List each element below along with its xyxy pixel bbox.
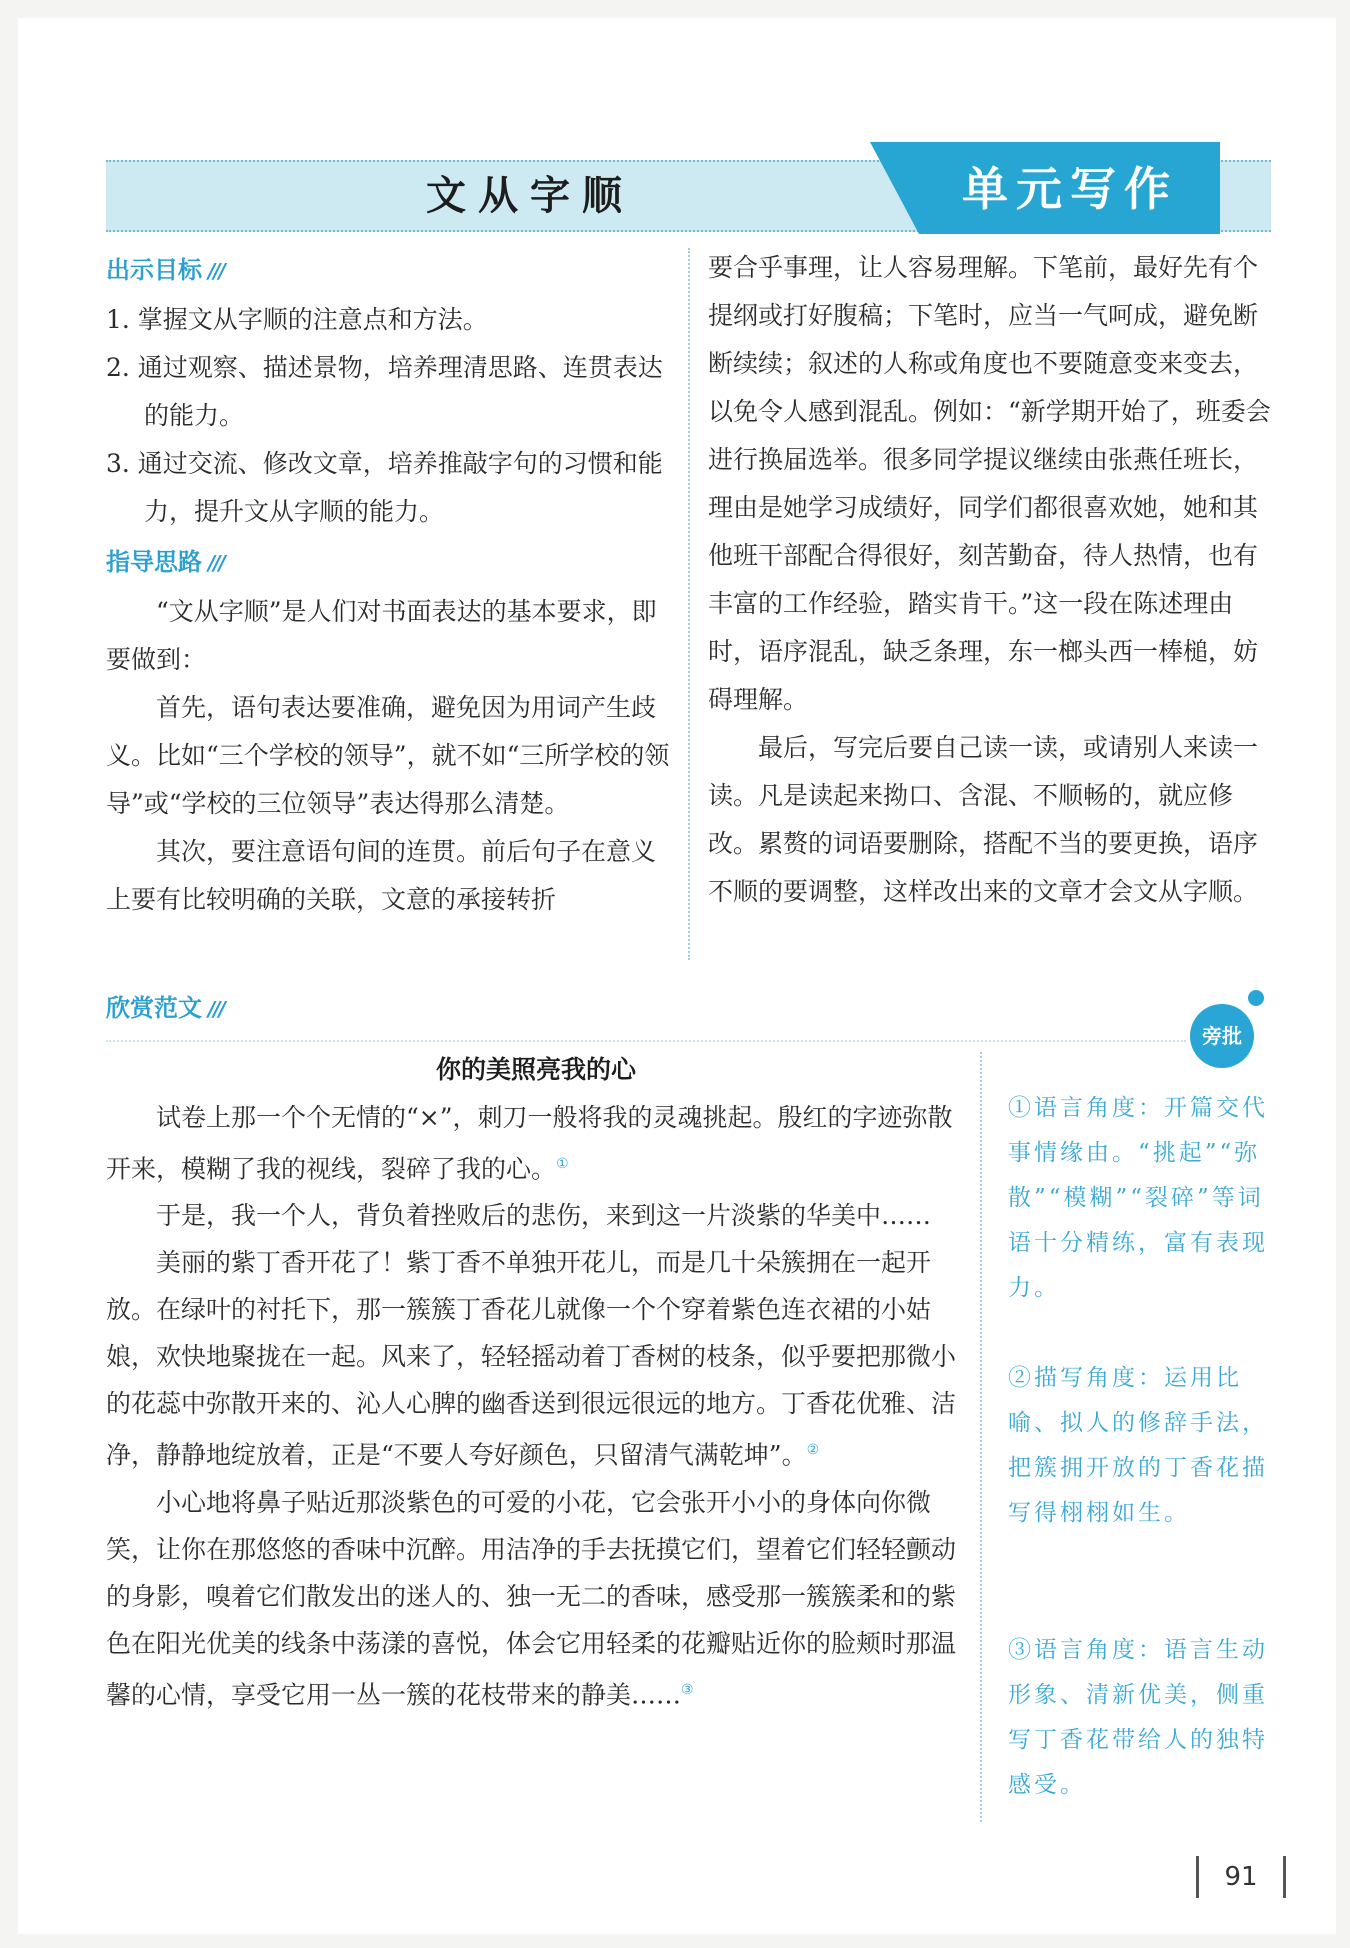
- goals-list: [106, 296, 672, 536]
- goal-item: 2. 通过观察、描述景物，培养理清思路、连贯表达的能力。: [106, 353, 663, 430]
- slash-decoration: ///: [208, 551, 224, 575]
- goals-heading: [106, 252, 224, 288]
- goal-item: 1. 掌握文从字顺的注意点和方法。: [106, 305, 488, 334]
- guide-right-column: [708, 244, 1274, 916]
- essay-text: 美丽的紫丁香开花了！紫丁香不单独开花儿，而是几十朵簇拥在一起开放。在绿叶的衬托下，那一簇簇丁香花儿就像一个个穿着紫色连衣裙的小姑娘，欢快地聚拢在一起。风来了，轻轻摇动着丁香树的枝条，似乎要把那微小的花蕊中弥散开来的、沁人心脾的幽香送到很远很远的地方。丁香花优雅、洁净，静静地绽放着，正是“不要人夸好颜色，只留清气满乾坤”。: [106, 1248, 957, 1470]
- guide-paragraph: 要合乎事理，让人容易理解。下笔前，最好先有个提纲或打好腹稿；下笔时，应当一气呵成，避免断断续续；叙述的人称或角度也不要随意变来变去，以免令人感到混乱。例如：“新学期开始了，班委会进行换届选举。很多同学提议继续由张燕任班长，理由是她学习成绩好，同学们都很喜欢她，她和其他班干部配合得很好，刻苦勤奋，待人热情，也有丰富的工作经验，踏实肯干。”这一段在陈述理由时，语序混乱，缺乏条理，东一榔头西一棒槌，妨碍理解。: [708, 253, 1271, 714]
- column-divider: [688, 248, 690, 960]
- goal-item: 3. 通过交流、修改文章，培养推敲字句的习惯和能力，提升文从字顺的能力。: [106, 449, 663, 526]
- essay-body: [106, 1094, 966, 1718]
- page-number: 91: [1196, 1856, 1286, 1898]
- footnote-mark: ①: [556, 1156, 569, 1172]
- guide-paragraph: 其次，要注意语句间的连贯。前后句子在意义上要有比较明确的关联，文意的承接转折: [106, 837, 657, 914]
- goals-heading-text: 出示目标: [106, 256, 202, 284]
- guide-heading: [106, 544, 224, 580]
- badge-dot: [1248, 990, 1264, 1006]
- essay-paragraph: [106, 1094, 966, 1192]
- page-title: 文从字顺: [426, 173, 634, 219]
- essay-paragraph: [106, 1479, 966, 1718]
- slash-decoration: ///: [208, 259, 224, 283]
- appreciate-heading-text: 欣赏范文: [106, 994, 202, 1022]
- slash-decoration: ///: [208, 997, 224, 1021]
- side-note-badge: 旁批: [1190, 1004, 1254, 1068]
- essay-paragraph: [106, 1239, 966, 1478]
- side-note: ③语言角度：语言生动形象、清新优美，侧重写丁香花带给人的独特感受。: [1008, 1637, 1268, 1798]
- guide-paragraph: 最后，写完后要自己读一读，或请别人来读一读。凡是读起来拗口、含混、不顺畅的，就应修改。累赘的词语要删除，搭配不当的要更换，语序不顺的要调整，这样改出来的文章才会文从字顺。: [708, 733, 1259, 906]
- essay-text: 试卷上那一个个无情的“×”，刺刀一般将我的灵魂挑起。殷红的字迹弥散开来，模糊了我的视线，裂碎了我的心。: [106, 1103, 953, 1184]
- appreciate-heading: [106, 990, 224, 1026]
- essay-text: 于是，我一个人，背负着挫败后的悲伤，来到这一片淡紫的华美中……: [156, 1201, 932, 1231]
- side-note: ②描写角度：运用比喻、拟人的修辞手法，把簇拥开放的丁香花描写得栩栩如生。: [1008, 1365, 1268, 1526]
- guide-paragraph: 首先，语句表达要准确，避免因为用词产生歧义。比如“三个学校的领导”，就不如“三所学校的领导”或“学校的三位领导”表达得那么清楚。: [106, 693, 670, 818]
- footnote-mark: ③: [681, 1681, 694, 1698]
- essay-title: 你的美照亮我的心: [435, 1055, 636, 1084]
- essay-paragraph: [106, 1192, 966, 1239]
- guide-paragraph: “文从字顺”是人们对书面表达的基本要求，即要做到：: [106, 597, 657, 674]
- section-divider: [106, 1040, 1186, 1042]
- guide-left-column: [106, 588, 672, 924]
- footnote-mark: ②: [806, 1442, 820, 1459]
- guide-heading-text: 指导思路: [106, 548, 202, 576]
- side-note-divider: [980, 1052, 982, 1822]
- unit-tab-label: 单元写作: [962, 162, 1178, 216]
- essay-text: 小心地将鼻子贴近那淡紫色的可爱的小花，它会张开小小的身体向你微笑，让你在那悠悠的香味中沉醉。用洁净的手去抚摸它们，望着它们轻轻颤动的身影，嗅着它们散发出的迷人的、独一无二的香味，感受那一簇簇柔和的紫色在阳光优美的线条中荡漾的喜悦，体会它用轻柔的花瓣贴近你的脸颊时那温馨的心情，享受它用一丛一簇的花枝带来的静美……: [106, 1487, 957, 1709]
- side-note: ①语言角度：开篇交代事情缘由。“挑起”“弥散”“模糊”“裂碎”等词语十分精练，富有表现力。: [1008, 1095, 1268, 1301]
